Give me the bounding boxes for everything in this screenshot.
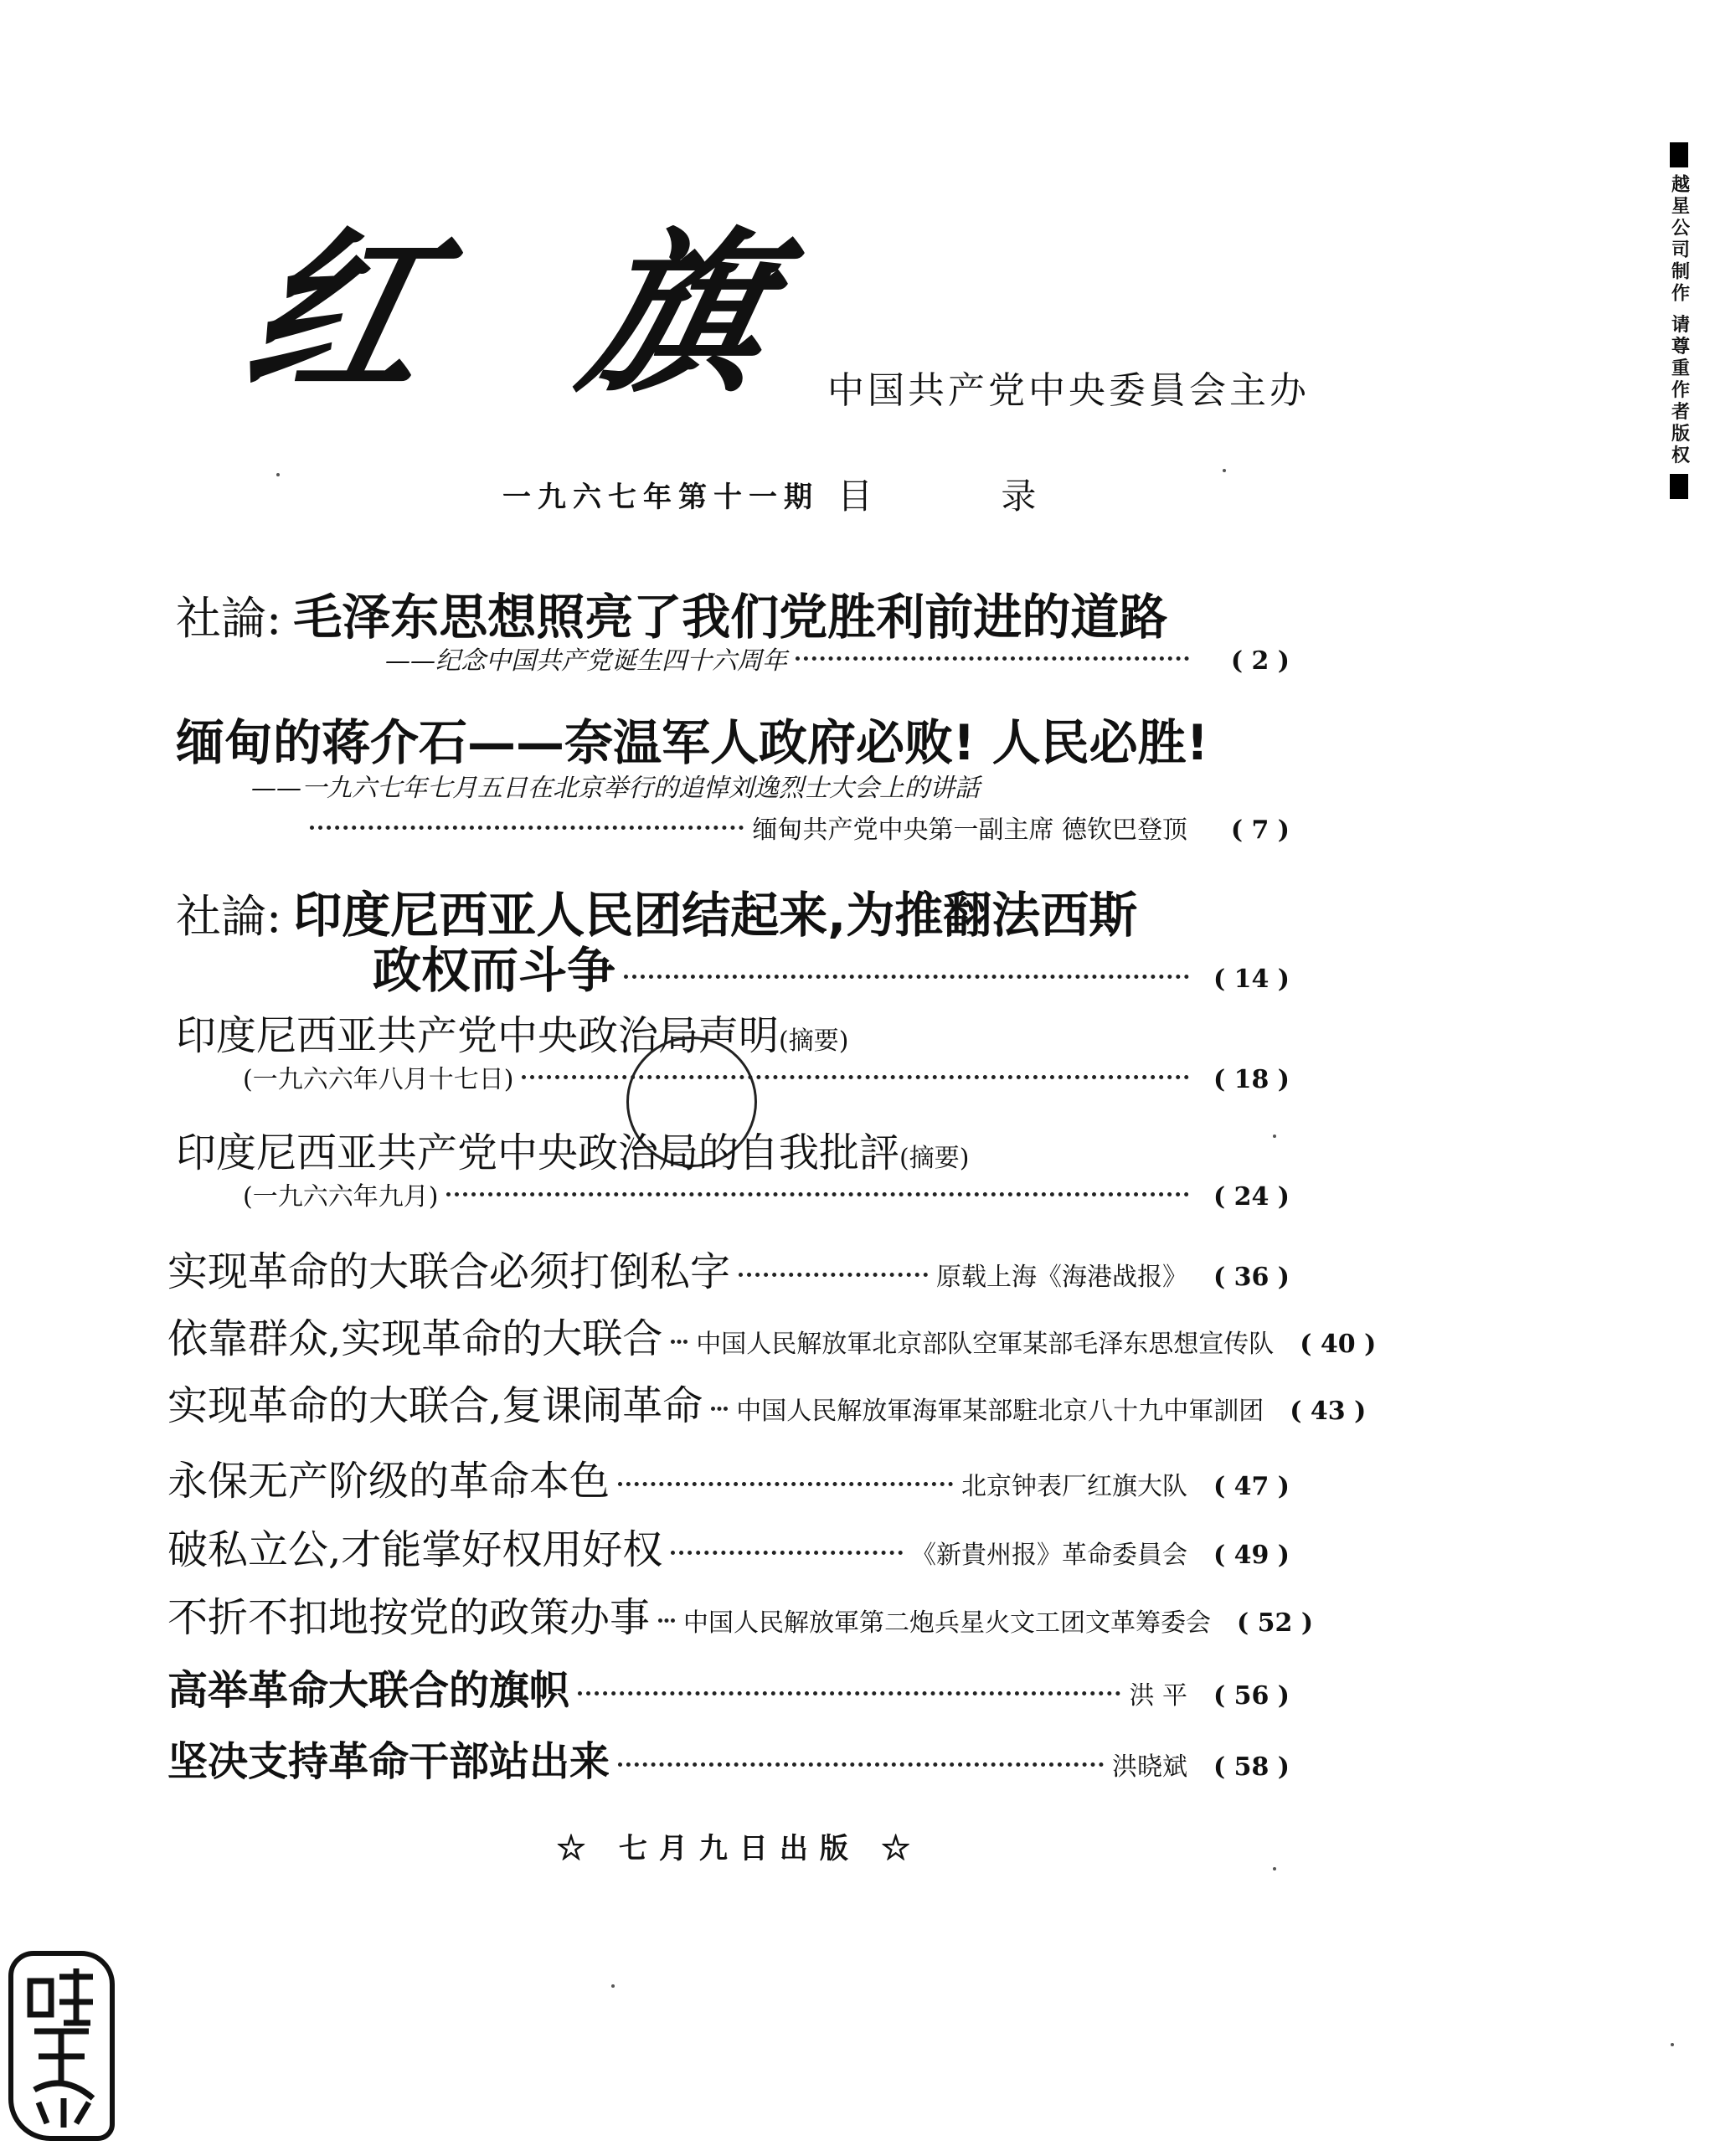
dot-leader [310, 826, 744, 830]
dot-leader [618, 1482, 953, 1486]
scan-speck [1223, 469, 1226, 472]
dot-leader [618, 1762, 1104, 1767]
scan-speck [1273, 1135, 1276, 1138]
entry-author: 中国人民解放軍第二炮兵星火文工团文革筹委会 [683, 1608, 1212, 1638]
seal-glyph-icon [13, 1956, 110, 2136]
scan-speck [1671, 2043, 1674, 2046]
entry-date: (一九六六年九月) [243, 1182, 439, 1212]
masthead-publisher: 中国共产党中央委員会主办 [827, 369, 1310, 412]
entry-title: 毛泽东思想照亮了我们党胜利前进的道路 [293, 589, 1168, 646]
entry-date: (一九六六年八月十七日) [243, 1065, 514, 1094]
entry-title: 永保无产阶级的革命本色 [167, 1458, 610, 1505]
entry-title: 高举革命大联合的旗帜 [167, 1667, 570, 1714]
page-number: ( 47 ) [1213, 1472, 1290, 1501]
entry-title-line2: 政权而斗争 [373, 942, 616, 999]
dot-leader [671, 1340, 688, 1344]
dot-leader [658, 1618, 675, 1623]
contents-heading: 目 录 [837, 476, 1095, 517]
entry-author: 洪晓斌 [1112, 1752, 1187, 1782]
scan-speck [1273, 1867, 1276, 1870]
entry-author: 中国人民解放軍北京部队空軍某部毛泽东思想宣传队 [696, 1330, 1275, 1359]
entry-label: 社論: [176, 592, 282, 645]
dot-leader [671, 1551, 903, 1555]
entry-author: 洪 平 [1129, 1681, 1187, 1711]
dot-leader [522, 1075, 1189, 1079]
dot-leader [711, 1407, 728, 1411]
page-number: ( 56 ) [1213, 1681, 1290, 1711]
entry-title-line1: 印度尼西亚人民团结起来,为推翻法西斯 [293, 887, 1138, 944]
page-number: ( 43 ) [1290, 1397, 1367, 1426]
page-number: ( 24 ) [1213, 1182, 1290, 1212]
entry-title: 依靠群众,实现革命的大联合 [167, 1315, 663, 1362]
page-number: ( 2 ) [1230, 646, 1290, 676]
entry-title: 缅甸的蒋介石——奈温军人政府必败! 人民必胜! [176, 714, 1209, 771]
entry-author: 《新貴州报》革命委員会 [911, 1541, 1187, 1570]
entry-note: (摘要) [779, 1027, 849, 1056]
entry-title: 实现革命的大联合必须打倒私字 [167, 1248, 731, 1295]
page-number: ( 18 ) [1213, 1065, 1290, 1094]
side-strip [1666, 142, 1692, 499]
seal-stamp-icon [8, 1951, 115, 2141]
page-number: ( 7 ) [1230, 816, 1290, 845]
dot-leader [624, 975, 1189, 979]
page-number: ( 52 ) [1236, 1608, 1314, 1638]
page-number: ( 40 ) [1300, 1330, 1377, 1359]
page-number: ( 49 ) [1213, 1541, 1290, 1570]
dot-leader [796, 656, 1189, 661]
masthead-title: 红 旗 [229, 210, 837, 417]
entry-author: 中国人民解放軍海軍某部駐北京八十九中軍訓团 [736, 1397, 1264, 1426]
entry-title: 不折不扣地按党的政策办事 [167, 1594, 651, 1641]
entry-title: 坚决支持革命干部站出来 [167, 1738, 610, 1785]
scan-speck [611, 1984, 615, 1988]
entry-label: 社論: [176, 890, 282, 943]
dot-leader [739, 1273, 928, 1277]
strip-bar-bottom [1670, 474, 1688, 499]
page-number: ( 58 ) [1213, 1752, 1290, 1782]
page-number: ( 14 ) [1213, 965, 1290, 994]
entry-title: 实现革命的大联合,复课闹革命 [167, 1382, 703, 1429]
entry-title: 印度尼西亚共产党中央政治局的自我批評 [176, 1129, 900, 1176]
entry-title: 破私立公,才能掌好权用好权 [167, 1526, 663, 1573]
entry-author: 北京钟表厂红旗大队 [961, 1472, 1187, 1501]
page-number: ( 36 ) [1213, 1263, 1290, 1292]
entry-note: (摘要) [899, 1144, 970, 1173]
entry-subtitle: ——一九六七年七月五日在北京举行的追悼刘逸烈士大会上的讲話 [251, 774, 980, 803]
entry-author: 原载上海《海港战报》 [936, 1263, 1187, 1292]
entry-title: 印度尼西亚共产党中央政治局声明 [176, 1012, 780, 1059]
strip-bar-top [1670, 142, 1688, 167]
side-strip-text: 越星公司制作 请尊重作者版权 [1668, 174, 1690, 467]
publish-date: ☆ 七月九日出版 ☆ [557, 1832, 922, 1865]
scan-speck [276, 473, 280, 476]
dot-leader [578, 1691, 1120, 1695]
dot-leader [446, 1192, 1189, 1196]
issue-number: 一九六七年第十一期 [502, 481, 819, 514]
entry-subtitle: ——纪念中国共产党诞生四十六周年 [385, 646, 787, 676]
entry-author: 缅甸共产党中央第一副主席 德钦巴登顶 [752, 816, 1187, 845]
